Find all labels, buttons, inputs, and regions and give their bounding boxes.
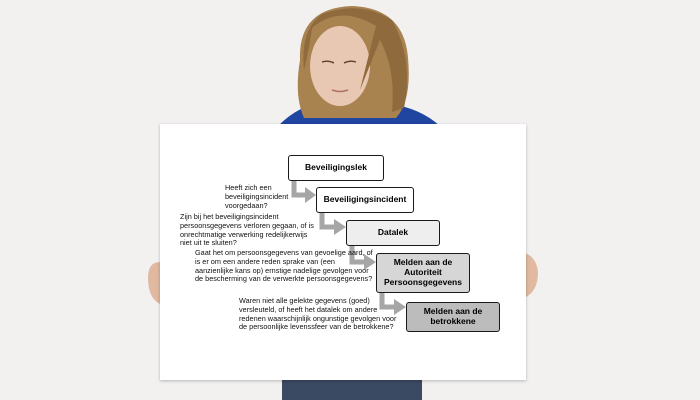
step-box-beveiligingsincident: Beveiligingsincident <box>316 187 414 213</box>
question-1: Heeft zich een beveiligingsincident voorgedaan? <box>225 183 289 210</box>
step-box-datalek: Datalek <box>346 220 440 246</box>
face <box>310 26 370 106</box>
step-box-melden-autoriteit: Melden aan de Autoriteit Persoonsgegevens <box>376 253 470 293</box>
connector-arrow-2 <box>316 213 350 237</box>
step-box-beveiligingslek: Beveiligingslek <box>288 155 384 181</box>
step-box-melden-betrokkene: Melden aan de betrokkene <box>406 302 500 332</box>
question-3: Gaat het om persoonsgegevens van gevoelige aard, of is er om een andere reden sprake van (een aanzienlijke kans op) ernstige nadelige gevolgen voor de bescherming van de verwerkte persoonsgegevens? <box>195 248 373 284</box>
question-4: Waren niet alle gelekte gegevens (goed) versleuteld, of heeft het datalek om andere redenen waarschijnlijk ongunstige gevolgen voor de persoonlijke levenssfeer van de betrokkene? <box>239 296 397 332</box>
question-2: Zijn bij het beveiligingsincident persoonsgegevens verloren gegaan, of is onrechtmatige verwerking redelijkerwijs niet uit te sluiten? <box>180 212 314 248</box>
